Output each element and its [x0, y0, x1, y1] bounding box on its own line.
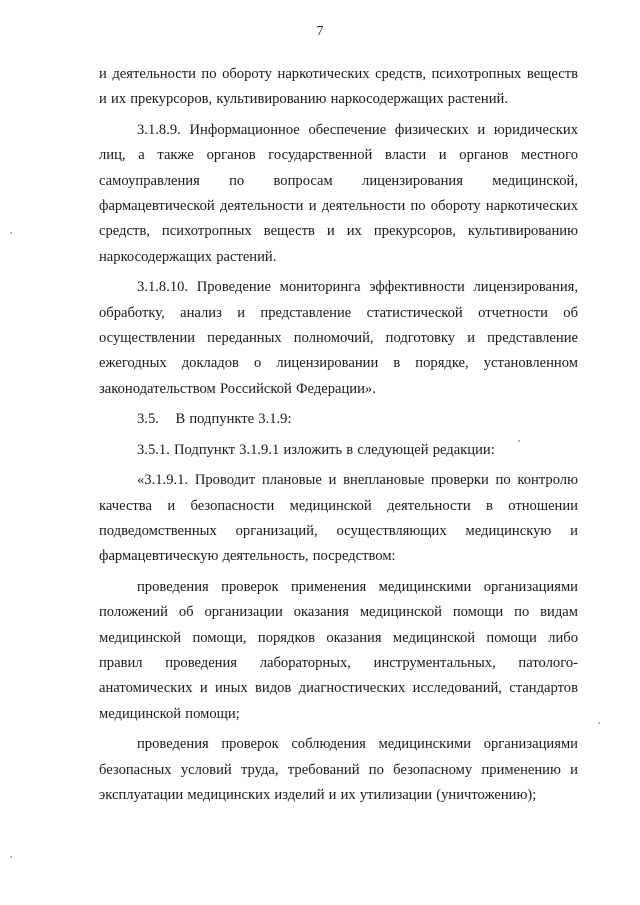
document-body [99, 62, 578, 808]
paragraph-inspection-application: проведения проверок применения медицинскими организациями положений об организации оказания медицинской помощи по видам медицинской помощи, порядков оказания медицинской помощи либо правил проведения лабораторных, инструментальных, патолого-анатомических и иных видов диагностических исследований, стандартов медицинской помощи; [99, 578, 578, 722]
scan-speck [598, 722, 600, 724]
scan-speck [518, 440, 520, 442]
scan-speck [10, 232, 12, 234]
paragraph-3-1-8-10: 3.1.8.10. Проведение мониторинга эффективности лицензирования, обработку, анализ и представление статистической отчетности об осуществлении переданных полномочий, подготовку и представление ежегодных докладов о лицензировании в порядке, установленном законодательством Российской Федерации». [99, 279, 578, 397]
scan-speck [10, 856, 12, 858]
page-number: 7 [316, 24, 324, 39]
paragraph-continuation: и деятельности по обороту наркотических средств, психотропных веществ и их прекурсоров, культивированию наркосодержащих растений. [99, 66, 578, 108]
paragraph-inspection-safety: проведения проверок соблюдения медицинскими организациями безопасных условий труда, требований по безопасному применению и эксплуатации медицинских изделий и их утилизации (уничтожению); [99, 736, 578, 803]
paragraph-3-1-8-9: 3.1.8.9. Информационное обеспечение физических и юридических лиц, а также органов государственной власти и органов местного самоуправления по вопросам лицензирования медицинской, фармацевтической деятельности и деятельности по обороту наркотических средств, психотропных веществ и их прекурсоров, культивированию наркосодержащих растений. [99, 121, 578, 265]
paragraph-3-5: 3.5. В подпункте 3.1.9: [137, 411, 292, 428]
paragraph-3-5-1: 3.5.1. Подпункт 3.1.9.1 изложить в следующей редакции: [137, 441, 495, 458]
paragraph-3-1-9-1: «3.1.9.1. Проводит плановые и внеплановые проверки по контролю качества и безопасности медицинской деятельности в отношении подведомственных организаций, осуществляющих медицинскую и фармацевтическую деятельность, посредством: [99, 472, 578, 565]
